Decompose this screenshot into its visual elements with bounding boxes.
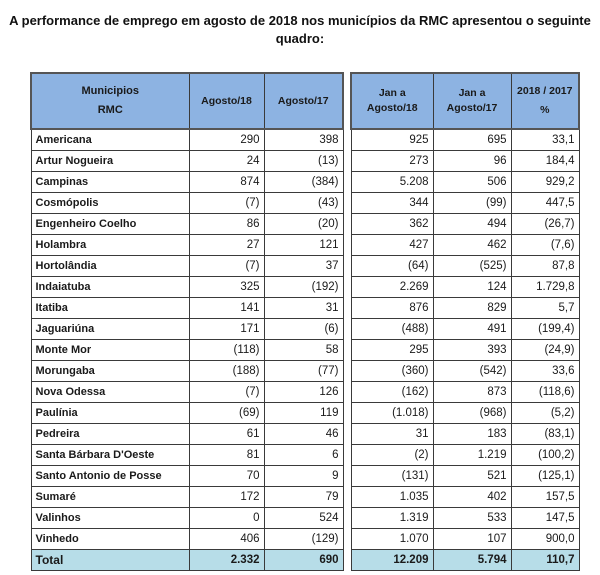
- document-title: [0, 12, 600, 48]
- agosto17-value: 37: [264, 256, 343, 277]
- agosto18-value: 70: [189, 466, 264, 487]
- agosto18-value: 81: [189, 445, 264, 466]
- jan-agosto17-value: 521: [433, 466, 511, 487]
- municipio-name: Indaiatuba: [31, 277, 189, 298]
- municipio-name: Vinhedo: [31, 529, 189, 550]
- jan-agosto18-value: 1.070: [351, 529, 433, 550]
- variation-value: (199,4): [511, 319, 579, 340]
- jan-agosto17-value: 695: [433, 129, 511, 151]
- variation-value: (7,6): [511, 235, 579, 256]
- municipio-name: Monte Mor: [31, 340, 189, 361]
- jan-agosto17-value: 1.219: [433, 445, 511, 466]
- variation-value: 33,1: [511, 129, 579, 151]
- header-municipios-line2: RMC: [97, 104, 123, 116]
- table-row: [351, 298, 579, 319]
- table-row: [351, 508, 579, 529]
- table-row: [31, 129, 343, 151]
- variation-value: (26,7): [511, 214, 579, 235]
- agosto18-value: (7): [189, 256, 264, 277]
- variation-value: 447,5: [511, 193, 579, 214]
- jan-agosto17-value: (968): [433, 403, 511, 424]
- agosto18-value: 27: [189, 235, 264, 256]
- jan-agosto18-value: (64): [351, 256, 433, 277]
- agosto17-value: (13): [264, 151, 343, 172]
- municipio-name: Artur Nogueira: [31, 151, 189, 172]
- header-variation: [511, 73, 579, 129]
- jan-agosto18-value: 1.319: [351, 508, 433, 529]
- variation-value: 33,6: [511, 361, 579, 382]
- variation-value: 87,8: [511, 256, 579, 277]
- jan-agosto18-value: 1.035: [351, 487, 433, 508]
- agosto17-value: (6): [264, 319, 343, 340]
- header-row: [351, 73, 579, 129]
- municipio-name: Campinas: [31, 172, 189, 193]
- municipio-name: Paulínia: [31, 403, 189, 424]
- agosto17-value: 6: [264, 445, 343, 466]
- header-jan-agosto18-line2: Agosto/18: [366, 102, 418, 114]
- agosto18-value: 0: [189, 508, 264, 529]
- municipio-name: Cosmópolis: [31, 193, 189, 214]
- variation-value: (100,2): [511, 445, 579, 466]
- jan-agosto17-value: (542): [433, 361, 511, 382]
- jan-agosto17-value: 107: [433, 529, 511, 550]
- variation-value: 157,5: [511, 487, 579, 508]
- table-row: [31, 466, 343, 487]
- table-row: [31, 277, 343, 298]
- table-row: [31, 235, 343, 256]
- header-variation-line2: %: [540, 104, 550, 116]
- agosto17-value: 46: [264, 424, 343, 445]
- municipio-name: Itatiba: [31, 298, 189, 319]
- jan-agosto18-value: 362: [351, 214, 433, 235]
- jan-agosto18-value: 344: [351, 193, 433, 214]
- table-row: [351, 487, 579, 508]
- agosto18-value: 290: [189, 129, 264, 151]
- table-row: [31, 340, 343, 361]
- jan-agosto18-value: (162): [351, 382, 433, 403]
- table-row: [31, 298, 343, 319]
- variation-value: 929,2: [511, 172, 579, 193]
- table-row: [31, 214, 343, 235]
- variation-value: 5,7: [511, 298, 579, 319]
- jan-agosto17-value: 494: [433, 214, 511, 235]
- agosto17-value: 690: [264, 550, 343, 571]
- header-row: [31, 73, 343, 129]
- agosto17-value: 524: [264, 508, 343, 529]
- municipio-name: Total: [31, 550, 189, 571]
- table-row: [351, 466, 579, 487]
- table-row: [31, 445, 343, 466]
- table-row: [351, 361, 579, 382]
- agosto18-value: (7): [189, 193, 264, 214]
- municipio-name: Sumaré: [31, 487, 189, 508]
- jan-agosto17-value: 393: [433, 340, 511, 361]
- table-row: [351, 529, 579, 550]
- jan-agosto18-value: (131): [351, 466, 433, 487]
- agosto18-value: 141: [189, 298, 264, 319]
- agosto17-value: (43): [264, 193, 343, 214]
- agosto18-value: 86: [189, 214, 264, 235]
- table-row: [31, 529, 343, 550]
- table-row: [31, 319, 343, 340]
- jan-agosto17-value: 183: [433, 424, 511, 445]
- table-row: [31, 403, 343, 424]
- header-agosto17: Agosto/17: [264, 73, 343, 129]
- agosto18-value: (69): [189, 403, 264, 424]
- municipio-name: Santo Antonio de Posse: [31, 466, 189, 487]
- municipal-monthly-table: [30, 72, 344, 571]
- jan-agosto17-value: (525): [433, 256, 511, 277]
- table-row: [31, 487, 343, 508]
- agosto17-value: 398: [264, 129, 343, 151]
- table-row: [351, 214, 579, 235]
- variation-value: (5,2): [511, 403, 579, 424]
- jan-agosto18-value: (360): [351, 361, 433, 382]
- municipal-cumulative-table: [350, 72, 580, 571]
- header-agosto18: Agosto/18: [189, 73, 264, 129]
- table-row: [31, 361, 343, 382]
- header-jan-agosto17-line2: Agosto/17: [446, 102, 498, 114]
- table-row: [31, 172, 343, 193]
- agosto17-value: (20): [264, 214, 343, 235]
- agosto17-value: 79: [264, 487, 343, 508]
- table-row: [31, 382, 343, 403]
- jan-agosto17-value: 462: [433, 235, 511, 256]
- jan-agosto17-value: (99): [433, 193, 511, 214]
- jan-agosto18-value: 273: [351, 151, 433, 172]
- jan-agosto18-value: 2.269: [351, 277, 433, 298]
- municipio-name: Valinhos: [31, 508, 189, 529]
- total-row: [351, 550, 579, 571]
- jan-agosto17-value: 124: [433, 277, 511, 298]
- agosto18-value: 874: [189, 172, 264, 193]
- variation-value: 184,4: [511, 151, 579, 172]
- table-row: [351, 277, 579, 298]
- municipio-name: Engenheiro Coelho: [31, 214, 189, 235]
- header-jan-agosto18-line1: Jan a: [378, 87, 406, 99]
- variation-value: (125,1): [511, 466, 579, 487]
- jan-agosto18-value: 295: [351, 340, 433, 361]
- jan-agosto17-value: 829: [433, 298, 511, 319]
- municipio-name: Jaguariúna: [31, 319, 189, 340]
- table-row: [351, 256, 579, 277]
- table-row: [351, 172, 579, 193]
- table-row: [31, 424, 343, 445]
- jan-agosto17-value: 5.794: [433, 550, 511, 571]
- municipio-name: Holambra: [31, 235, 189, 256]
- header-jan-agosto17-line1: Jan a: [458, 87, 486, 99]
- header-variation-line1: 2018 / 2017: [517, 85, 573, 97]
- agosto18-value: 24: [189, 151, 264, 172]
- table-row: [351, 235, 579, 256]
- variation-value: (24,9): [511, 340, 579, 361]
- header-jan-agosto17: [433, 73, 511, 129]
- jan-agosto17-value: 506: [433, 172, 511, 193]
- jan-agosto18-value: (488): [351, 319, 433, 340]
- table-row: [31, 508, 343, 529]
- title-line-1: A performance de emprego em agosto de 2018 nos municípios da RMC apresentou o seguinte: [9, 13, 591, 28]
- variation-value: 147,5: [511, 508, 579, 529]
- jan-agosto17-value: 873: [433, 382, 511, 403]
- agosto18-value: 2.332: [189, 550, 264, 571]
- jan-agosto18-value: 427: [351, 235, 433, 256]
- title-line-2: quadro:: [275, 31, 325, 46]
- agosto17-value: 119: [264, 403, 343, 424]
- table-row: [351, 129, 579, 151]
- agosto18-value: (118): [189, 340, 264, 361]
- variation-value: 900,0: [511, 529, 579, 550]
- agosto18-value: 172: [189, 487, 264, 508]
- agosto17-value: 31: [264, 298, 343, 319]
- jan-agosto18-value: 12.209: [351, 550, 433, 571]
- variation-value: 1.729,8: [511, 277, 579, 298]
- agosto18-value: (188): [189, 361, 264, 382]
- jan-agosto17-value: 533: [433, 508, 511, 529]
- agosto17-value: (77): [264, 361, 343, 382]
- table-row: [351, 151, 579, 172]
- jan-agosto17-value: 96: [433, 151, 511, 172]
- table-row: [351, 424, 579, 445]
- header-municipios: [31, 73, 189, 129]
- agosto17-value: 9: [264, 466, 343, 487]
- table-row: [351, 403, 579, 424]
- variation-value: (83,1): [511, 424, 579, 445]
- total-row: [31, 550, 343, 571]
- jan-agosto17-value: 402: [433, 487, 511, 508]
- agosto18-value: 61: [189, 424, 264, 445]
- municipio-name: Nova Odessa: [31, 382, 189, 403]
- agosto17-value: (384): [264, 172, 343, 193]
- table-row: [31, 151, 343, 172]
- jan-agosto18-value: 31: [351, 424, 433, 445]
- municipio-name: Pedreira: [31, 424, 189, 445]
- agosto17-value: (192): [264, 277, 343, 298]
- jan-agosto18-value: 876: [351, 298, 433, 319]
- jan-agosto17-value: 491: [433, 319, 511, 340]
- municipio-name: Santa Bárbara D'Oeste: [31, 445, 189, 466]
- agosto18-value: 406: [189, 529, 264, 550]
- jan-agosto18-value: (1.018): [351, 403, 433, 424]
- table-row: [351, 445, 579, 466]
- table-row: [31, 256, 343, 277]
- table-row: [351, 340, 579, 361]
- table-row: [351, 382, 579, 403]
- agosto17-value: 121: [264, 235, 343, 256]
- agosto17-value: 58: [264, 340, 343, 361]
- municipio-name: Hortolândia: [31, 256, 189, 277]
- table-row: [351, 193, 579, 214]
- variation-value: 110,7: [511, 550, 579, 571]
- agosto18-value: (7): [189, 382, 264, 403]
- municipio-name: Morungaba: [31, 361, 189, 382]
- variation-value: (118,6): [511, 382, 579, 403]
- jan-agosto18-value: 925: [351, 129, 433, 151]
- table-row: [31, 193, 343, 214]
- municipio-name: Americana: [31, 129, 189, 151]
- agosto17-value: (129): [264, 529, 343, 550]
- jan-agosto18-value: 5.208: [351, 172, 433, 193]
- agosto17-value: 126: [264, 382, 343, 403]
- header-municipios-line1: Municipios: [81, 85, 139, 97]
- header-jan-agosto18: [351, 73, 433, 129]
- jan-agosto18-value: (2): [351, 445, 433, 466]
- agosto18-value: 325: [189, 277, 264, 298]
- table-row: [351, 319, 579, 340]
- agosto18-value: 171: [189, 319, 264, 340]
